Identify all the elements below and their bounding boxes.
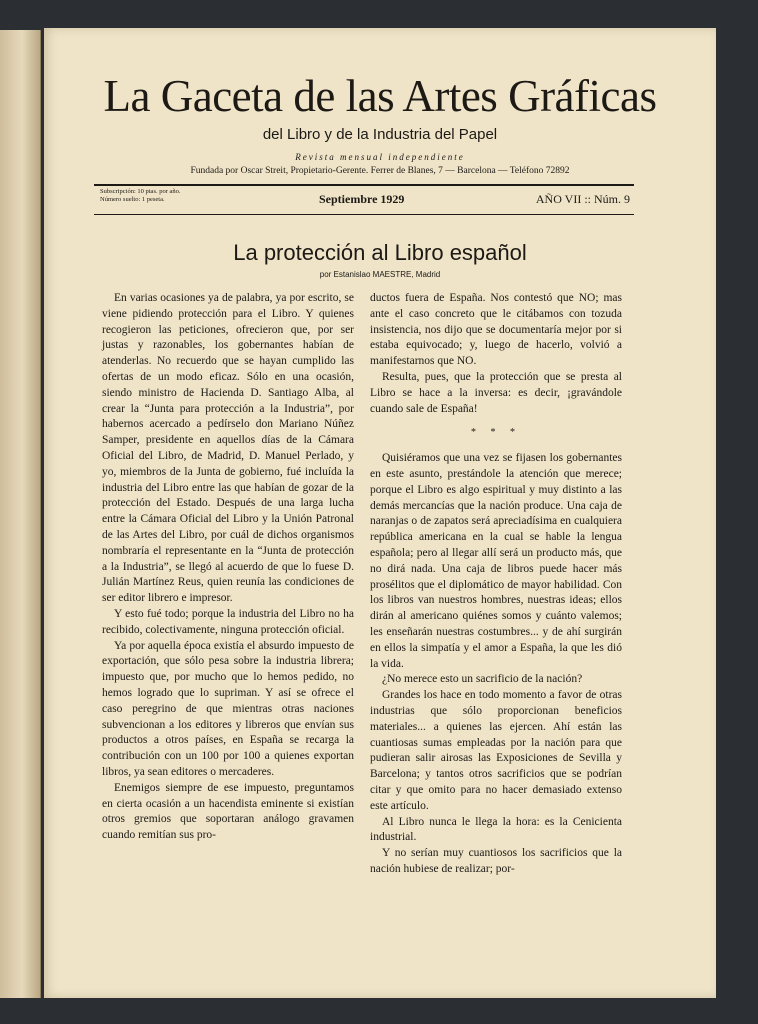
paragraph: ductos fuera de España. Nos contestó que NO; mas ante el caso concreto que le citábamos con tozuda insistencia, nos dijo que se documentaría mejor por si estaba equivocado; y, luego de hacerlo, volvió a manifestarnos que NO. [370,292,622,368]
paragraph: Resulta, pues, que la protección que se presta al Libro se hace a la inversa: es decir, ¡gravándole cuando sale de España! [370,370,622,415]
article-byline: por Estanislao MAESTRE, Madrid [319,270,441,279]
paragraph: En varias ocasiones ya de palabra, ya por escrito, se viene pidiendo protección para el Libro. Y quienes recogieron las peticiones, ofrecieron que, por ser justas y razonables, los gobernantes habían de atenderlas. No recuerdo que se hayan cumplido las ofertas de un modo eficaz. Sólo en una ocasión, siendo ministro de Hacienda D. Santiago Alba, al crear la “Junta para protección a la Industria”, por habernos acercado a pedírselo don Mariano Núñez Samper, presidente en aquellos días de la Cámara Oficial del Libro, de Madrid, D. Manuel Perlado, y yo, miembros de la Junta de gobierno, fué incluída la industria del Libro entre las que habían de gozar de la protección del Estado. Después de una larga lucha entre la Cámara Oficial del Libro y la Unión Patronal de las Artes del Libro, por cuál de dichos organismos nombraría el representante en la “Junta de protección a la Industria”, se llegó al acuerdo de que lo fuese D. Julián Martínez Reus, quien reunía las condiciones de ser editor librero e impresor. [102,292,354,605]
issue-date: Septiembre 1929 [319,192,405,206]
paragraph: Ya por aquella época existía el absurdo impuesto de exportación, que sólo pesa sobre la industria librera; impuesto que, por mucho que lo hemos pedido, no hemos logrado que lo supriman. Y así se ofrece el caso peregrino de que mientras otras naciones subvencionan a los editores y libreros que envían sus productos a otros países, en España se recarga la contribución con un 100 por 100 a quienes exportan libros, ya sean editores o mercaderes. [102,639,354,778]
masthead-title: La Gaceta de las Artes Gráficas [103,71,657,121]
article-column-left [102,291,354,844]
subscription-price: Subscripción: 10 ptas. por año. [100,188,181,195]
issue-number: AÑO VII :: Núm. 9 [535,192,630,206]
article-column-right [370,291,622,878]
section-separator: * * * [471,427,521,439]
masthead-founded-line: Fundada por Oscar Streit, Propietario-Gerente. Ferrer de Blanes, 7 — Barcelona — Teléfono 72892 [190,166,570,176]
paragraph: Quisiéramos que una vez se fijasen los gobernantes en este asunto, prestándole la atención que merece; porque el Libro es algo espiritual y muy distinto a las demás mercancías que la nación produce. Una caja de naranjas o de zapatos será apreciadísima en cualquiera república americana en la cual se hable la lengua española; pero al llegar allí será un producto más, que no dirá nada. Una caja de libros puede hacer más prosélitos que el diplomático de mayor habilidad. Con los libros van nuestros hombres, nuestras ideas; ellos dirán al americano quiénes somos y cuánto valemos; les enseñarán nuestras costumbres... y de ahí surgirán en ellos la simpatía y el amor a España, la que les dió la vida. [370,452,622,670]
paragraph: Grandes los hace en todo momento a favor de otras industrias que sólo proporcionan beneficios materiales... a quienes las ejercen. Ahí están las cuantiosas sumas empleadas por la nación para que pudieran salir airosas las Exposiciones de Sevilla y Barcelona; y tantos otros sacrificios que se podrían citar y que omito para no hacer demasiado extenso este artículo. [370,689,622,812]
paragraph: Al Libro nunca le llega la hora: es la Cenicienta industrial. [370,815,622,844]
facing-page-edge [0,30,41,998]
paragraph: ¿No merece esto un sacrificio de la nación? [382,673,583,686]
header-rule-top [94,184,634,186]
magazine-page [44,28,716,998]
paragraph: Y esto fué todo; porque la industria del Libro no ha recibido, colectivamente, ninguna protección oficial. [102,607,354,636]
paragraph: Enemigos siempre de ese impuesto, preguntamos en cierta ocasión a un hacendista eminente si existían otros gremios que soportaran análogo gravamen cuando remitían sus pro- [102,781,354,842]
paragraph: Y no serían muy cuantiosos los sacrificios que la nación hubiese de realizar; por- [370,847,622,875]
header-rule-bottom [94,214,634,215]
masthead-tagline: Revista mensual independiente [295,152,465,162]
article-title: La protección al Libro español [233,240,527,265]
single-issue-price: Número suelto: 1 peseta. [100,196,165,204]
masthead-subtitle: del Libro y de la Industria del Papel [262,126,498,143]
subscription-info [100,188,181,205]
